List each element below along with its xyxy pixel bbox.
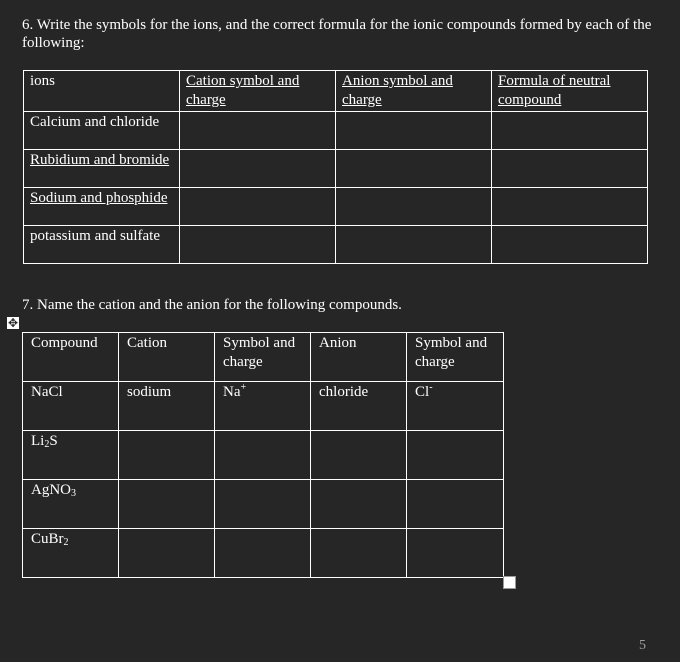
compound-cell: CuBr$_2$ <box>23 529 119 578</box>
cation-cell[interactable] <box>119 480 215 529</box>
cation-cell[interactable] <box>180 226 336 264</box>
cation-symbol-cell[interactable] <box>215 529 311 578</box>
table-row <box>23 431 504 480</box>
table-row <box>23 480 504 529</box>
anion-cell[interactable] <box>311 431 407 480</box>
formula-cell[interactable] <box>492 150 648 188</box>
header-formula: Formula of neutral compound <box>492 71 648 112</box>
table-header-row <box>24 71 648 112</box>
cation-cell[interactable] <box>180 112 336 150</box>
cation-cell[interactable] <box>180 150 336 188</box>
header-cation-symbol: Symbol and charge <box>215 333 311 382</box>
resize-handle-icon[interactable] <box>503 576 516 589</box>
anion-cell[interactable]: chloride <box>311 382 407 431</box>
row-ions-label: Sodium and phosphide <box>24 188 180 226</box>
formula-cell[interactable] <box>492 188 648 226</box>
compounds-table <box>22 332 504 578</box>
table-row <box>23 382 504 431</box>
formula-cell[interactable] <box>492 226 648 264</box>
move-handle-icon[interactable]: ✥ <box>7 316 19 330</box>
anion-cell[interactable] <box>336 112 492 150</box>
header-anion-symbol: Symbol and charge <box>407 333 504 382</box>
cation-symbol-cell[interactable] <box>215 480 311 529</box>
anion-symbol-cell[interactable] <box>407 529 504 578</box>
table-header-row <box>23 333 504 382</box>
cation-cell[interactable] <box>119 529 215 578</box>
table-row <box>24 188 648 226</box>
anion-symbol-cell[interactable] <box>407 480 504 529</box>
page-number: 5 <box>639 638 646 653</box>
cation-symbol-cell[interactable] <box>215 431 311 480</box>
header-ions: ions <box>24 71 180 112</box>
header-compound: Compound <box>23 333 119 382</box>
question-7-prompt: 7. Name the cation and the anion for the following compounds. <box>22 297 402 313</box>
row-ions-label: potassium and sulfate <box>24 226 180 264</box>
anion-symbol-cell[interactable]: Cl- <box>407 382 504 431</box>
anion-symbol-cell[interactable] <box>407 431 504 480</box>
anion-cell[interactable] <box>311 529 407 578</box>
compound-cell: $Li_2S$ <box>23 431 119 480</box>
table-row <box>23 529 504 578</box>
anion-cell[interactable] <box>336 150 492 188</box>
ions-table <box>23 70 648 264</box>
question-6-prompt: 6. Write the symbols for the ions, and the correct formula for the ionic compounds formed by each of the following: <box>22 17 652 51</box>
compound-cell: AgNO$_3$ <box>23 480 119 529</box>
row-ions-label: Rubidium and bromide <box>24 150 180 188</box>
anion-cell[interactable] <box>336 226 492 264</box>
row-ions-label: Calcium and chloride <box>24 112 180 150</box>
header-cation: Cation <box>119 333 215 382</box>
anion-cell[interactable] <box>336 188 492 226</box>
compound-cell: NaCl <box>23 382 119 431</box>
header-anion: Anion <box>311 333 407 382</box>
cation-cell[interactable] <box>180 188 336 226</box>
table-row <box>24 112 648 150</box>
table-row <box>24 150 648 188</box>
anion-cell[interactable] <box>311 480 407 529</box>
header-cation-symbol: Cation symbol and charge <box>180 71 336 112</box>
cation-cell[interactable] <box>119 431 215 480</box>
cation-symbol-cell[interactable]: Na+ <box>215 382 311 431</box>
header-anion-symbol: Anion symbol and charge <box>336 71 492 112</box>
table-row <box>24 226 648 264</box>
cation-cell[interactable]: sodium <box>119 382 215 431</box>
formula-cell[interactable] <box>492 112 648 150</box>
